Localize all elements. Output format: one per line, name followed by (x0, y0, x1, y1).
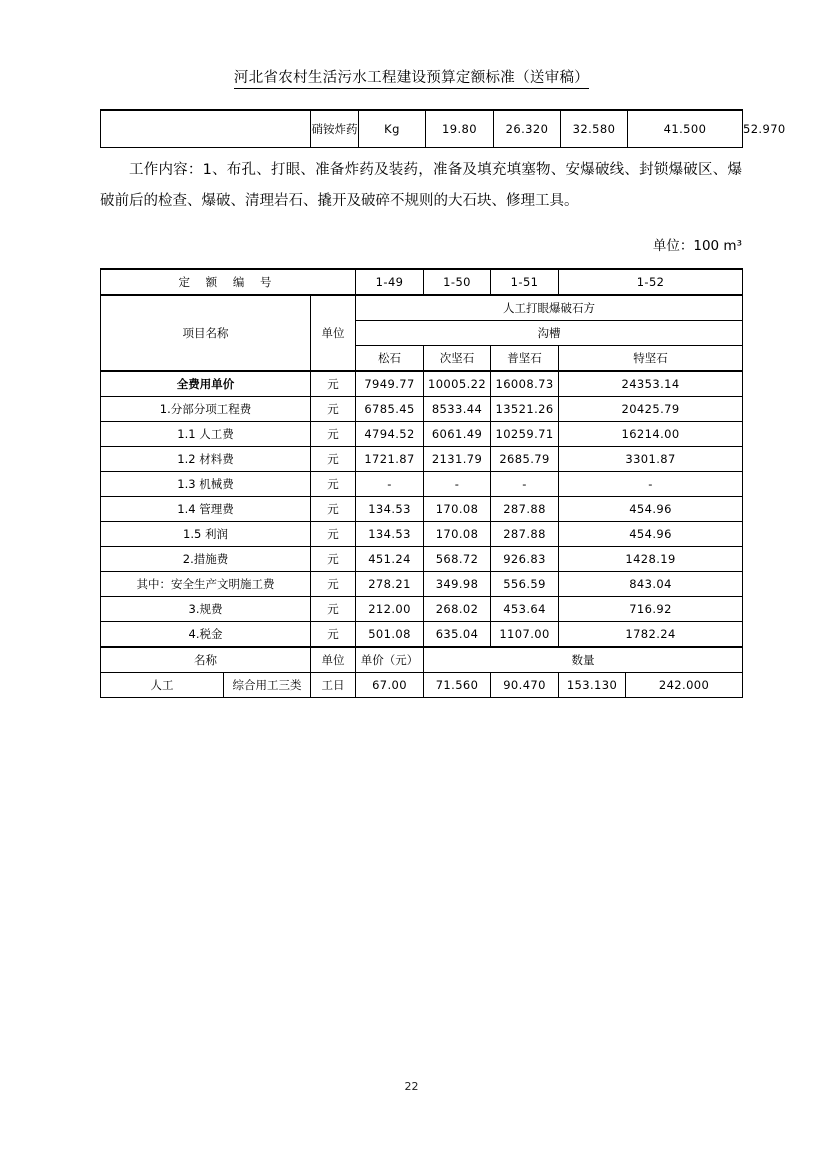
cost-item-unit: 元 (311, 422, 356, 447)
cost-item-value: 6061.49 (424, 422, 491, 447)
cost-item-unit: 元 (311, 397, 356, 422)
cost-item-label: 1.4 管理费 (101, 497, 311, 522)
cost-item-label: 1.1 人工费 (101, 422, 311, 447)
footer-price-header: 单价（元） (356, 647, 424, 673)
cost-item-value: 268.02 (424, 597, 491, 622)
cost-item-unit: 元 (311, 472, 356, 497)
cost-item-value: 568.72 (424, 547, 491, 572)
cost-item-value: - (356, 472, 424, 497)
cost-item-value: 134.53 (356, 497, 424, 522)
cost-item-value: - (491, 472, 559, 497)
labor-quantity-cell: 242.000 (626, 673, 743, 698)
cost-item-value: 212.00 (356, 597, 424, 622)
quota-table (100, 268, 743, 698)
table-row (101, 547, 743, 572)
rock-type-header: 次坚石 (424, 346, 491, 372)
cost-item-value: 843.04 (559, 572, 743, 597)
cost-item-value: 24353.14 (559, 371, 743, 397)
cost-item-value: 4794.52 (356, 422, 424, 447)
cost-item-value: - (559, 472, 743, 497)
cost-item-value: 278.21 (356, 572, 424, 597)
cost-item-label: 全费用单价 (101, 371, 311, 397)
work-content-note: 工作内容：1、布孔、打眼、准备炸药及装药，准备及填充填塞物、安爆破线、封锁爆破区、爆破前后的检查、爆破、清理岩石、撬开及破碎不规则的大石块、修理工具。 (100, 162, 742, 209)
cost-item-unit: 元 (311, 597, 356, 622)
quota-code-label: 定 额 编 号 (101, 269, 356, 295)
cost-item-value: 10005.22 (424, 371, 491, 397)
table-row (101, 422, 743, 447)
cost-item-label: 1.2 材料费 (101, 447, 311, 472)
page-title (0, 66, 823, 87)
quota-code-cell: 1-51 (491, 269, 559, 295)
rock-type-header: 普坚石 (491, 346, 559, 372)
material-continuation-table (100, 109, 786, 148)
cost-item-unit: 元 (311, 447, 356, 472)
cost-item-value: 3301.87 (559, 447, 743, 472)
footer-name-header: 名称 (101, 647, 311, 673)
subgroup-header: 沟槽 (356, 321, 743, 346)
cost-item-value: 13521.26 (491, 397, 559, 422)
labor-quantity-cell: 153.130 (559, 673, 626, 698)
cost-item-value: 635.04 (424, 622, 491, 648)
cost-item-value: 501.08 (356, 622, 424, 648)
table-row (101, 472, 743, 497)
cost-item-value: 1107.00 (491, 622, 559, 648)
table-row (101, 371, 743, 397)
labor-unit-cell: 工日 (311, 673, 356, 698)
cost-item-value: 926.83 (491, 547, 559, 572)
cost-item-label: 1.3 机械费 (101, 472, 311, 497)
table-row (101, 497, 743, 522)
cost-item-value: 454.96 (559, 497, 743, 522)
table-row (101, 597, 743, 622)
cost-item-unit: 元 (311, 622, 356, 648)
cost-item-value: 349.98 (424, 572, 491, 597)
table-row (101, 397, 743, 422)
cost-item-value: 454.96 (559, 522, 743, 547)
labor-quantity-cell: 90.470 (491, 673, 559, 698)
cost-item-value: 287.88 (491, 497, 559, 522)
material-name-cell: 硝铵炸药 (311, 110, 359, 148)
material-name-empty-cell (101, 110, 311, 148)
cost-item-value: 134.53 (356, 522, 424, 547)
cost-item-value: 453.64 (491, 597, 559, 622)
cost-item-value: 170.08 (424, 522, 491, 547)
cost-item-label: 4.税金 (101, 622, 311, 648)
cost-item-value: 716.92 (559, 597, 743, 622)
footer-quantity-header: 数量 (424, 647, 743, 673)
rock-type-header: 松石 (356, 346, 424, 372)
footer-unit-header: 单位 (311, 647, 356, 673)
cost-item-value: 6785.45 (356, 397, 424, 422)
cost-item-value: 7949.77 (356, 371, 424, 397)
item-name-header: 项目名称 (101, 295, 311, 371)
quota-code-cell: 1-49 (356, 269, 424, 295)
material-value-cell: 19.80 (426, 110, 494, 148)
material-unit-cell: Kg (359, 110, 426, 148)
cost-item-value: 170.08 (424, 497, 491, 522)
unit-header: 单位 (311, 295, 356, 371)
cost-item-label: 3.规费 (101, 597, 311, 622)
labor-spec-cell: 综合用工三类 (224, 673, 311, 698)
cost-item-value: - (424, 472, 491, 497)
cost-item-value: 8533.44 (424, 397, 491, 422)
cost-item-value: 556.59 (491, 572, 559, 597)
cost-item-value: 16008.73 (491, 371, 559, 397)
material-value-cell: 26.320 (494, 110, 561, 148)
quota-code-cell: 1-52 (559, 269, 743, 295)
cost-item-unit: 元 (311, 522, 356, 547)
cost-item-value: 20425.79 (559, 397, 743, 422)
table-row-group-header (101, 295, 743, 321)
cost-item-label: 1.分部分项工程费 (101, 397, 311, 422)
cost-item-unit: 元 (311, 572, 356, 597)
cost-item-value: 10259.71 (491, 422, 559, 447)
group-header: 人工打眼爆破石方 (356, 295, 743, 321)
rock-type-header: 特坚石 (559, 346, 743, 372)
labor-category-cell: 人工 (101, 673, 224, 698)
cost-item-value: 2131.79 (424, 447, 491, 472)
unit-note: 单位：100 m³ (652, 238, 742, 254)
cost-item-value: 451.24 (356, 547, 424, 572)
cost-item-value: 1782.24 (559, 622, 743, 648)
table-row (101, 572, 743, 597)
cost-item-unit: 元 (311, 547, 356, 572)
cost-item-label: 1.5 利润 (101, 522, 311, 547)
page-number: 22 (404, 1080, 419, 1093)
material-value-cell: 41.500 (628, 110, 743, 148)
material-value-cell: 32.580 (561, 110, 628, 148)
cost-item-unit: 元 (311, 371, 356, 397)
table-row (101, 622, 743, 648)
cost-item-label: 其中：安全生产文明施工费 (101, 572, 311, 597)
table-row-labor (101, 673, 743, 698)
cost-item-value: 1428.19 (559, 547, 743, 572)
table-row (101, 522, 743, 547)
table-row-quota-code (101, 269, 743, 295)
cost-item-value: 1721.87 (356, 447, 424, 472)
cost-item-value: 2685.79 (491, 447, 559, 472)
table-row (101, 447, 743, 472)
labor-quantity-cell: 71.560 (424, 673, 491, 698)
table-row-footer-header (101, 647, 743, 673)
table-row: 硝铵炸药 Kg 19.80 26.320 32.580 41.500 52.970 (101, 110, 743, 148)
quota-code-cell: 1-50 (424, 269, 491, 295)
cost-item-value: 16214.00 (559, 422, 743, 447)
labor-price-cell: 67.00 (356, 673, 424, 698)
page-title-text: 河北省农村生活污水工程建设预算定额标准（送审稿） (234, 70, 589, 89)
cost-item-label: 2.措施费 (101, 547, 311, 572)
cost-item-unit: 元 (311, 497, 356, 522)
cost-item-value: 287.88 (491, 522, 559, 547)
